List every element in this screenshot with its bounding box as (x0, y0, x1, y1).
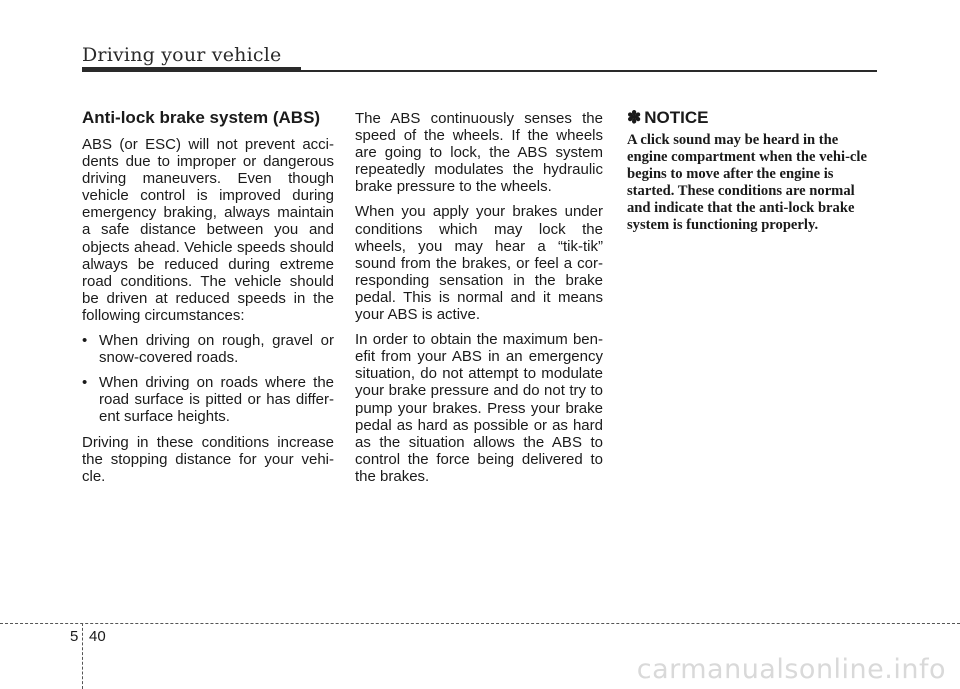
notice-title: NOTICE (644, 108, 709, 127)
asterisk-notice-icon: ✽ (627, 108, 642, 127)
list-item-text: When driving on roads where the road surface is pitted or has differ-ent surface heights. (99, 374, 334, 426)
notice-box (627, 108, 879, 243)
page-number: 40 (89, 628, 106, 645)
abs-emergency-paragraph: In order to obtain the maximum ben-efit from your ABS in an emergency situation, do not attempt to modulate your brake pressure and do not try to pump your brakes. Press your brake pedal as hard as possible or as hard as the situation allows the ABS to control the force being delivered to the brakes. (355, 331, 603, 485)
column-middle (355, 110, 603, 493)
footer-rule (0, 623, 960, 624)
bullet-icon: • (82, 332, 88, 350)
list-item (82, 374, 334, 425)
abs-sound-paragraph: When you apply your brakes under conditions which may lock the wheels, you may hear a “tik-tik” sound from the brakes, or feel a cor-responding sensation in the brake pedal. This is normal and it means your ABS is active. (355, 203, 603, 324)
abs-heading: Anti-lock brake system (ABS) (82, 108, 321, 127)
bullet-icon: • (82, 374, 88, 392)
list-item (82, 332, 334, 366)
watermark: carmanualsonline.info (636, 654, 946, 685)
notice-heading (627, 108, 879, 128)
header-rule-thin (301, 70, 877, 72)
list-item-text: When driving on rough, gravel or snow-covered roads. (99, 332, 334, 367)
conditions-list (82, 332, 334, 425)
column-left (82, 108, 334, 493)
header-rule-thick (82, 67, 301, 72)
chapter-number: 5 (70, 628, 79, 645)
abs-sensing-paragraph: The ABS continuously senses the speed of the wheels. If the wheels are going to lock, the ABS system repeatedly modulates the hydraulic brake pressure to the wheels. (355, 110, 603, 196)
footer-divider (82, 623, 83, 689)
stopping-distance-paragraph: Driving in these conditions increase the stopping distance for your vehi-cle. (82, 433, 334, 485)
abs-intro-paragraph: ABS (or ESC) will not prevent acci-dents due to improper or dangerous driving maneuvers. Even though vehicle control is improved during emergency braking, always maintain a safe distance between you and objects ahead. Vehicle speeds should always be reduced during extreme road conditions. The vehicle should be driven at reduced speeds in the following circumstances: (82, 136, 334, 324)
section-title: Driving your vehicle (82, 44, 282, 66)
notice-text: A click sound may be heard in the engine compartment when the vehi-cle begins to move after the engine is started. These conditions are normal and indicate that the anti-lock brake system is functioning properly. (627, 132, 867, 234)
